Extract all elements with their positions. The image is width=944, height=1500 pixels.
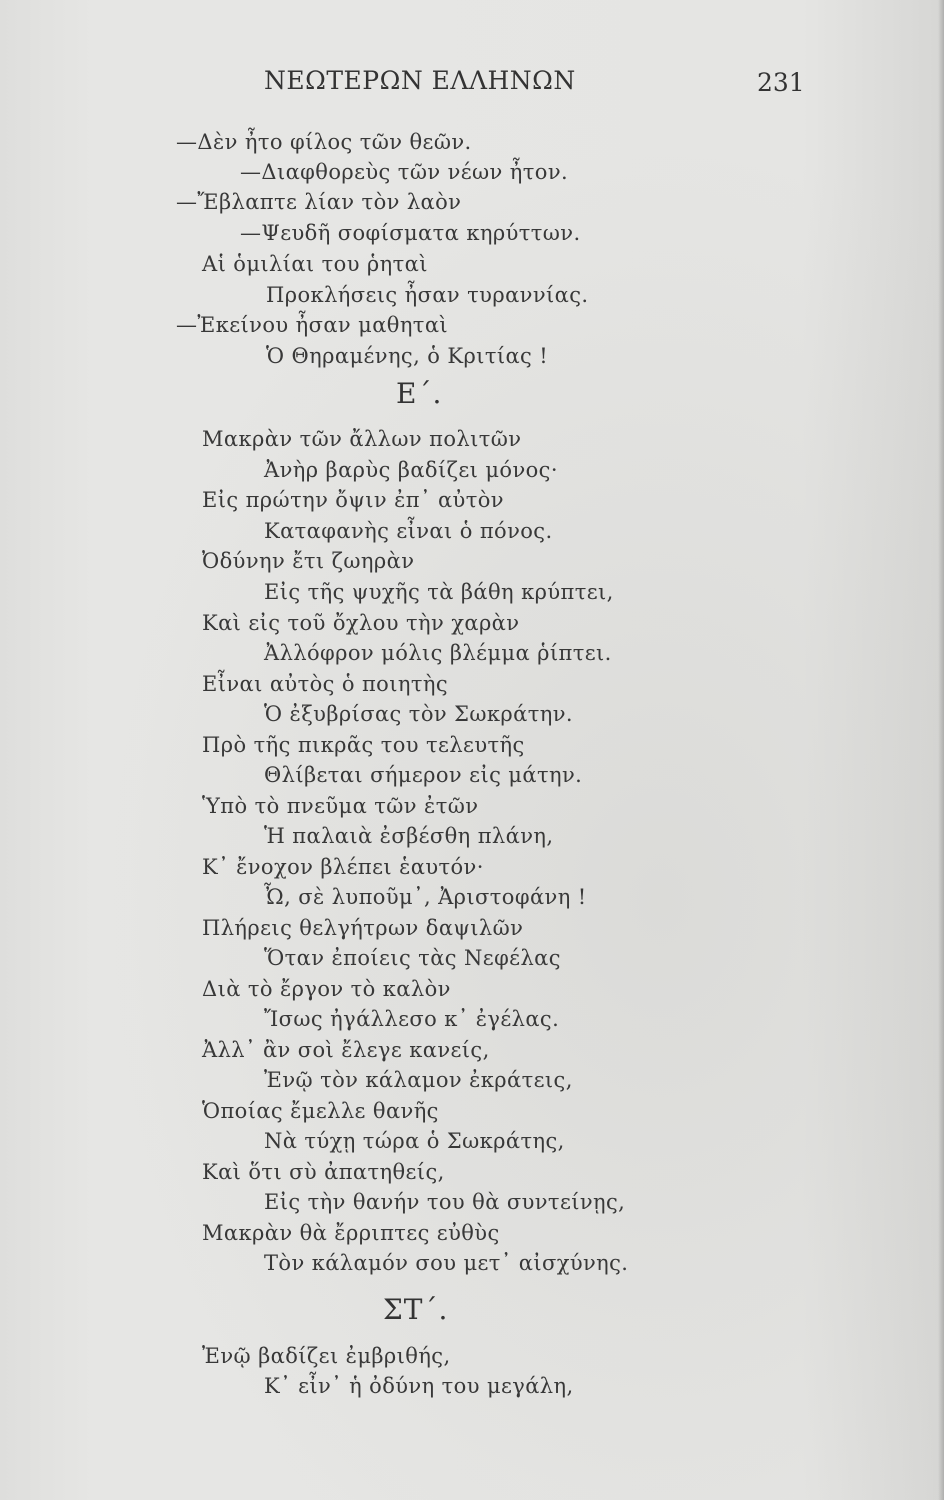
poem-line: Κ᾽ εἶν᾽ ἡ ὀδύνη του μεγάλη, (264, 1374, 574, 1398)
poem-line: —Ἔβλαπτε λίαν τὸν λαὸν (176, 190, 462, 214)
poem-line: Εἰς τὴν θανήν του θὰ συντείνῃς, (264, 1190, 626, 1214)
poem-line: Ἐνῷ βαδίζει ἐμβριθής, (202, 1344, 451, 1368)
poem-line: Καταφανὴς εἶναι ὁ πόνος. (264, 519, 553, 543)
poem-line: —Ψευδῆ σοφίσματα κηρύττων. (240, 221, 581, 245)
poem-line: Ἡ παλαιὰ ἐσβέσθη πλάνη, (264, 824, 554, 848)
poem-line: Εἶναι αὐτὸς ὁ ποιητὴς (202, 672, 449, 696)
poem-line: Ὁ Θηραμένης, ὁ Κριτίας ! (266, 344, 549, 368)
section-heading-st: ΣΤ΄. (383, 1293, 449, 1326)
poem-line: Μακρὰν θὰ ἔρριπτες εὐθὺς (202, 1221, 500, 1245)
page-edge-shadow (938, 0, 944, 1500)
poem-line: Ὀδύνην ἔτι ζωηρὰν (202, 549, 415, 573)
poem-line: Ἀνὴρ βαρὺς βαδίζει μόνος· (264, 458, 558, 482)
poem-line: Εἰς πρώτην ὄψιν ἐπ᾽ αὐτὸν (202, 488, 504, 512)
poem-line: —Ἐκείνου ἦσαν μαθηταὶ (176, 313, 449, 337)
poem-line: Ὑπὸ τὸ πνεῦμα τῶν ἐτῶν (202, 794, 479, 818)
section-heading-e: Ε΄. (396, 377, 443, 410)
poem-line: —Δὲν ἦτο φίλος τῶν θεῶν. (176, 130, 472, 154)
poem-line: Ὦ, σὲ λυποῦμ᾽, Ἀριστοφάνη ! (264, 885, 587, 909)
poem-line: Νὰ τύχῃ τώρα ὁ Σωκράτης, (264, 1129, 565, 1153)
poem-line: Μακρὰν τῶν ἄλλων πολιτῶν (202, 427, 522, 451)
poem-line: Θλίβεται σήμερον εἰς μάτην. (264, 763, 583, 787)
poem-line: Καὶ εἰς τοῦ ὄχλου τὴν χαρὰν (202, 611, 520, 635)
poem-line: Πρὸ τῆς πικρᾶς του τελευτῆς (202, 733, 525, 757)
running-head: ΝΕΩΤΕΡΩΝ ΕΛΛΗΝΩΝ (264, 66, 576, 95)
poem-line: Ἴσως ἠγάλλεσο κ᾽ ἐγέλας. (264, 1007, 560, 1031)
poem-line: Εἰς τῆς ψυχῆς τὰ βάθη κρύπτει, (264, 580, 614, 604)
poem-line: Ἀλλόφρον μόλις βλέμμα ῥίπτει. (264, 641, 612, 665)
poem-line: Ὁ ἐξυβρίσας τὸν Σωκράτην. (264, 702, 573, 726)
poem-line: Ἀλλ᾽ ἂν σοὶ ἔλεγε κανείς, (202, 1038, 490, 1062)
poem-line: Ὁποίας ἔμελλε θανῆς (202, 1099, 439, 1123)
page-number: 231 (757, 68, 805, 97)
page-header (0, 66, 944, 106)
poem-line: Αἱ ὁμιλίαι του ῥηταὶ (202, 252, 428, 276)
poem-line: Ἐνῷ τὸν κάλαμον ἐκράτεις, (264, 1068, 573, 1092)
poem-line: Διὰ τὸ ἔργον τὸ καλὸν (202, 977, 451, 1001)
poem-line: —Διαφθορεὺς τῶν νέων ἦτον. (240, 160, 569, 184)
poem-line: Ὅταν ἐποίεις τὰς Νεφέλας (264, 946, 561, 970)
poem-line: Κ᾽ ἔνοχον βλέπει ἑαυτόν· (202, 855, 484, 879)
poem-line: Προκλήσεις ἦσαν τυραννίας. (266, 283, 589, 307)
poem-line: Πλήρεις θελγήτρων δαψιλῶν (202, 916, 524, 940)
poem-line: Τὸν κάλαμόν σου μετ᾽ αἰσχύνης. (264, 1251, 629, 1275)
poem-line: Καὶ ὅτι σὺ ἀπατηθείς, (202, 1160, 445, 1184)
